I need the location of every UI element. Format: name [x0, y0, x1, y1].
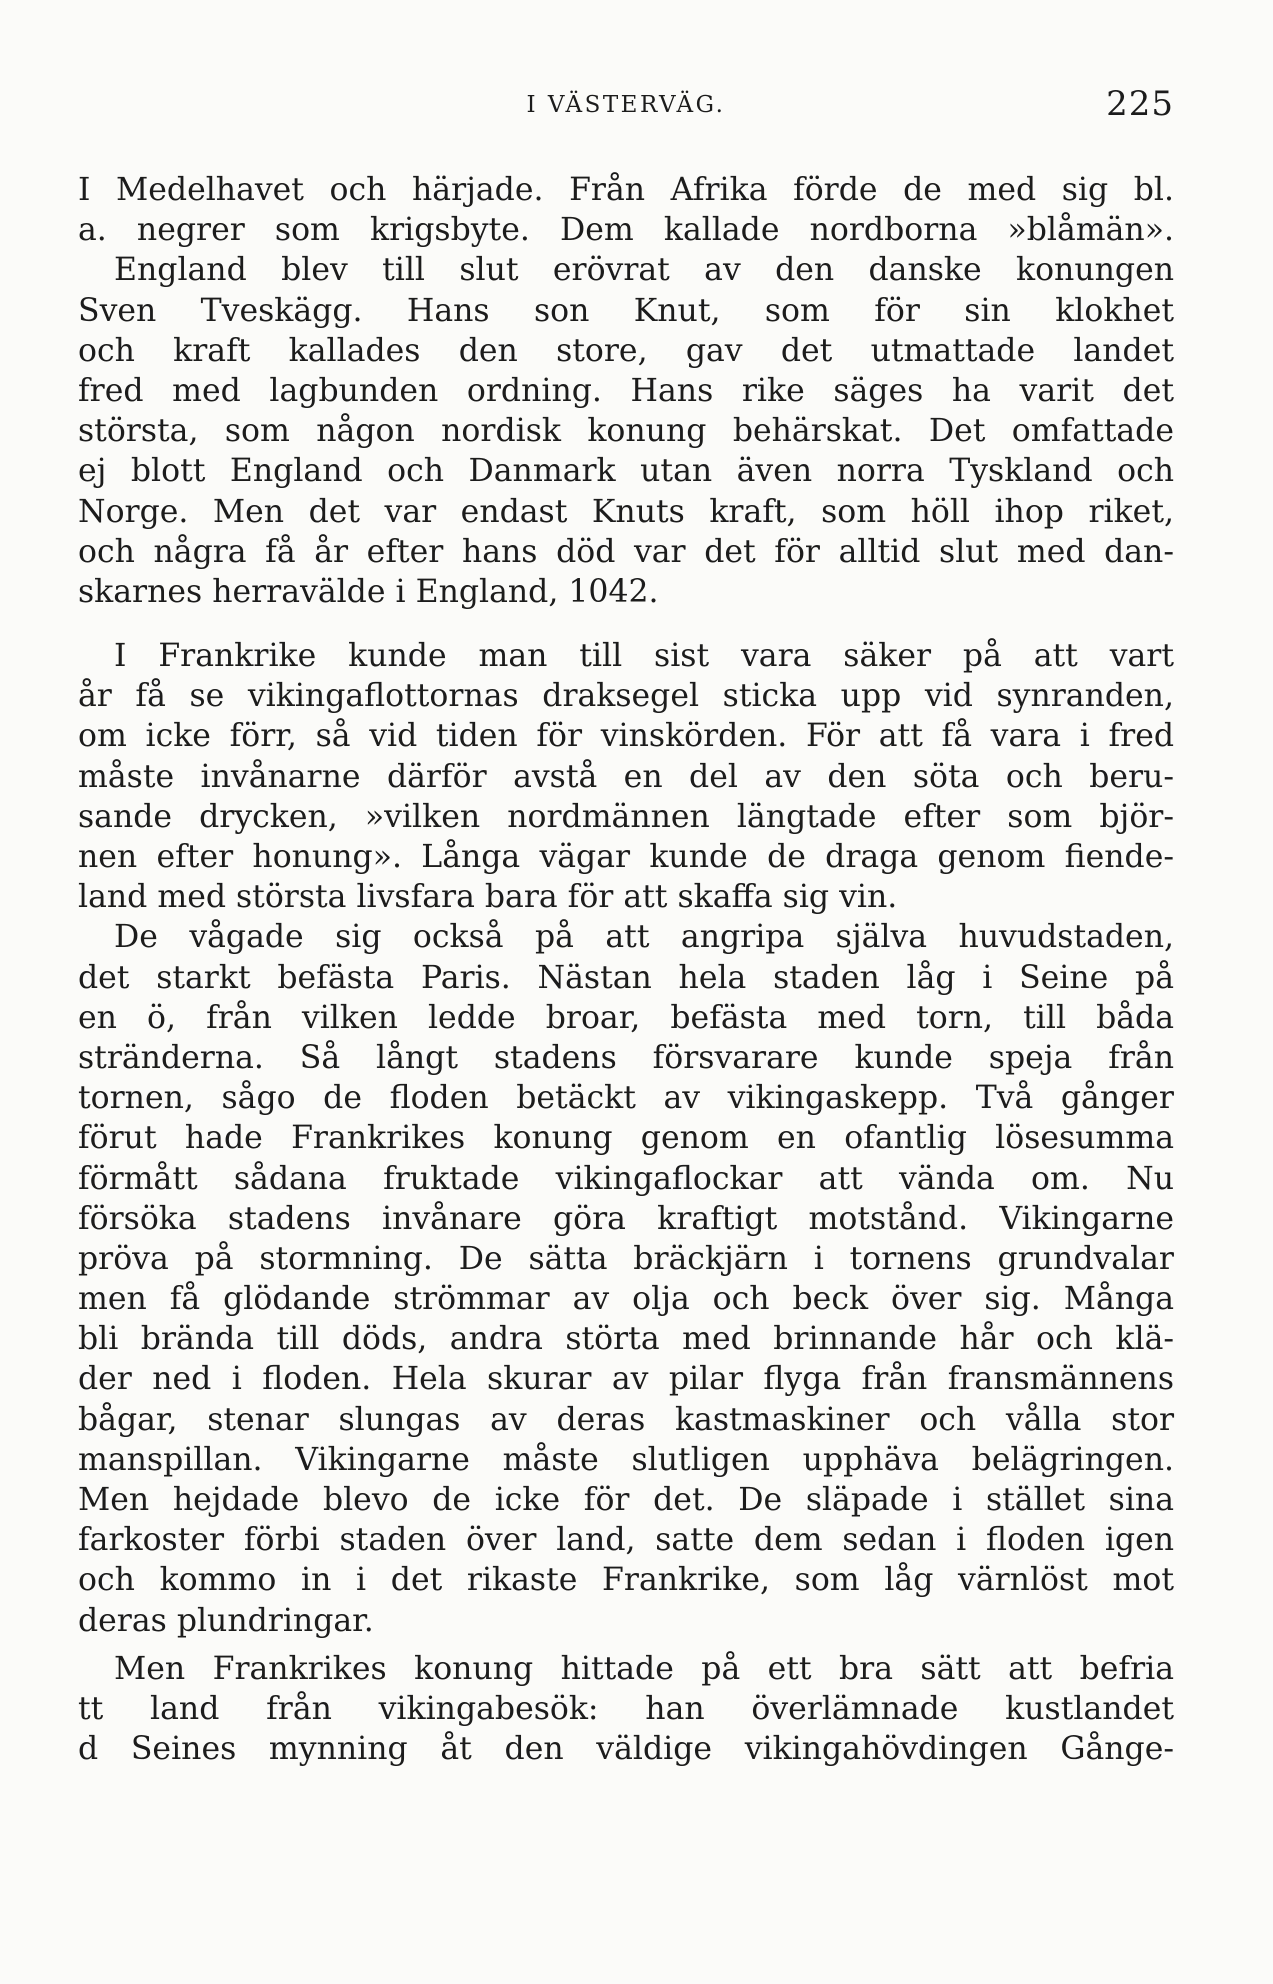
- text-line: år få se vikingaflottornas draksegel sticka upp vid synranden,: [78, 678, 1174, 715]
- page-header: [78, 84, 1174, 136]
- book-page: [78, 84, 1174, 1769]
- text-line: tt land från vikingabesök: han överlämnade kustlandet: [78, 1690, 1174, 1727]
- paragraph-normandie: [78, 1649, 1174, 1770]
- text-line: största, som någon nordisk konung behärskat. Det omfattade: [78, 413, 1174, 450]
- body-text: [78, 170, 1174, 1769]
- page-number: 225: [1106, 84, 1174, 124]
- text-line: Norge. Men det var endast Knuts kraft, som höll ihop riket,: [78, 493, 1174, 530]
- text-line: måste invånarne därför avstå en del av den söta och beru-: [78, 758, 1174, 795]
- text-line: tornen, sågo de floden betäckt av vikingaskepp. Två gånger: [78, 1080, 1174, 1117]
- text-line: förmått sådana fruktade vikingaflockar att vända om. Nu: [78, 1160, 1174, 1197]
- text-line: om icke förr, så vid tiden för vinskörden. För att få vara i fred: [78, 718, 1174, 755]
- text-line: pröva på stormning. De sätta bräckjärn i tornens grundvalar: [78, 1240, 1174, 1277]
- text-line: deras plundringar.: [78, 1602, 374, 1639]
- text-line: stränderna. Så långt stadens försvarare kunde speja från: [78, 1039, 1174, 1076]
- text-line: Sven Tveskägg. Hans son Knut, som för sin klokhet: [78, 292, 1174, 329]
- text-line: ej blott England och Danmark utan även norra Tyskland och: [78, 453, 1174, 490]
- text-line: d Seines mynning åt den väldige vikingahövdingen Gånge-: [78, 1731, 1174, 1768]
- text-line: der ned i floden. Hela skurar av pilar flyga från fransmännens: [78, 1361, 1174, 1398]
- text-line: och kraft kallades den store, gav det utmattade landet: [78, 332, 1174, 369]
- text-line: och kommo in i det rikaste Frankrike, som låg värnlöst mot: [78, 1562, 1174, 1599]
- text-line: England blev till slut erövrat av den danske konungen: [114, 252, 1174, 289]
- text-line: sande drycken, »vilken nordmännen längtade efter som björ-: [78, 798, 1174, 835]
- text-line: förut hade Frankrikes konung genom en ofantlig lösesumma: [78, 1120, 1174, 1157]
- text-line: det starkt befästa Paris. Nästan hela staden låg i Seine på: [78, 959, 1174, 996]
- text-line: manspillan. Vikingarne måste slutligen upphäva belägringen.: [78, 1441, 1174, 1478]
- paragraph-gap: [78, 1641, 1174, 1649]
- paragraph-frankrike: [78, 636, 1174, 917]
- text-line: Men hejdade blevo de icke för det. De släpade i stället sina: [78, 1482, 1174, 1518]
- text-line: bli brända till döds, andra störta med brinnande hår och klä-: [78, 1321, 1174, 1358]
- text-line: försöka stadens invånare göra kraftigt motstånd. Vikingarne: [78, 1200, 1174, 1237]
- text-line: I Medelhavet och härjade. Från Afrika förde de med sig bl.: [78, 172, 1174, 208]
- paragraph-gap: [78, 612, 1174, 636]
- running-title: I VÄSTERVÄG.: [526, 92, 726, 118]
- text-line: bågar, stenar slungas av deras kastmaskiner och vålla stor: [78, 1401, 1174, 1438]
- text-line: farkoster förbi staden över land, satte dem sedan i floden igen: [78, 1522, 1174, 1559]
- text-line: nen efter honung». Långa vägar kunde de draga genom fiende-: [78, 839, 1174, 875]
- text-line: men få glödande strömmar av olja och beck över sig. Många: [78, 1281, 1174, 1318]
- text-line: och några få år efter hans död var det för alltid slut med dan-: [78, 533, 1174, 570]
- text-line: Men Frankrikes konung hittade på ett bra sätt att befria: [114, 1650, 1174, 1687]
- text-line: fred med lagbunden ordning. Hans rike säges ha varit det: [78, 372, 1174, 409]
- text-line: skarnes herravälde i England, 1042.: [78, 573, 659, 610]
- text-line: I Frankrike kunde man till sist vara säker på att vart: [114, 638, 1174, 675]
- text-line: en ö, från vilken ledde broar, befästa med torn, till båda: [78, 999, 1174, 1036]
- text-line: De vågade sig också på att angripa själva huvudstaden,: [114, 919, 1174, 956]
- paragraph-paris: [78, 917, 1174, 1640]
- text-line: a. negrer som krigsbyte. Dem kallade nordborna »blåmän».: [78, 212, 1174, 249]
- text-line: land med största livsfara bara för att skaffa sig vin.: [78, 879, 898, 916]
- paragraph-england: [78, 170, 1174, 612]
